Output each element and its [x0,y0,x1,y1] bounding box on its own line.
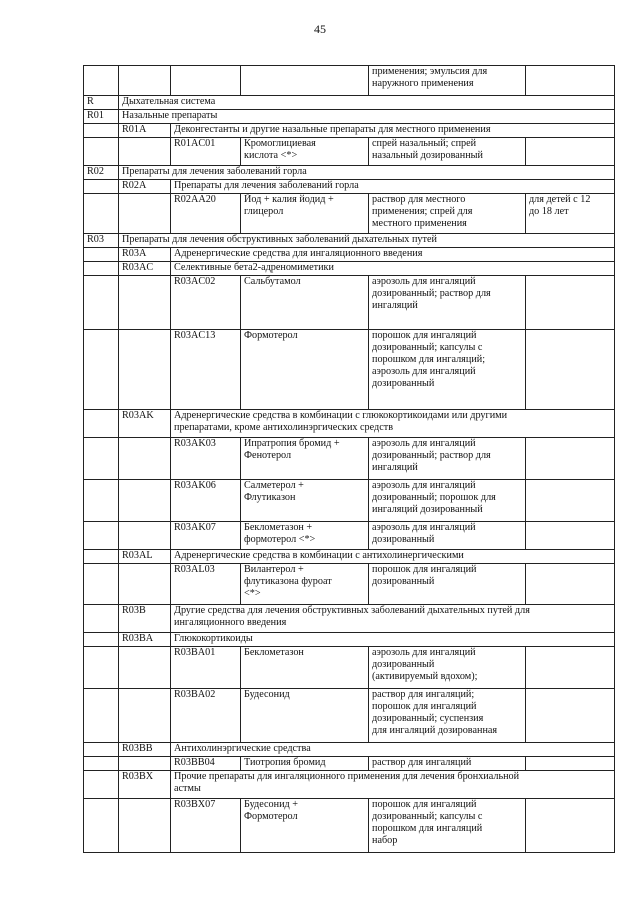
table-row [84,564,615,605]
table-row [84,110,615,124]
atc-code: R03AK07 [171,522,241,550]
dosage-form: порошок для ингаляций дозированный [369,564,526,605]
empty-cell [84,564,119,605]
empty-cell [84,480,119,522]
empty-cell [119,564,171,605]
atc-code: R03AK03 [171,438,241,480]
subgroup-title: Деконгестанты и другие назальные препараты для местного применения [171,124,615,138]
table-row [84,771,615,799]
note-cell [526,689,615,743]
drug-name: Салметерол + Флутиказон [241,480,369,522]
dosage-form: порошок для ингаляций дозированный; капсулы с порошком для ингаляций набор [369,799,526,853]
subgroup-title: Глюкокортикоиды [171,633,615,647]
atc-code: R01AC01 [171,138,241,166]
subgroup-code: R03AL [119,550,171,564]
empty-cell [84,330,119,410]
empty-cell [84,248,119,262]
atc-code: R03BX07 [171,799,241,853]
group-code: R01 [84,110,119,124]
table-row [84,138,615,166]
drug-name: Будесонид + Формотерол [241,799,369,853]
subgroup-title: Селективные бета2-адреномиметики [171,262,615,276]
empty-cell [84,605,119,633]
empty-cell [119,480,171,522]
empty-cell [84,438,119,480]
empty-cell [84,124,119,138]
drug-list-table [83,65,615,853]
table-row [84,66,615,96]
empty-cell [84,743,119,757]
subgroup-title: Адренергические средства для ингаляционного введения [171,248,615,262]
subgroup-code: R03BX [119,771,171,799]
empty-cell [84,771,119,799]
table-row [84,647,615,689]
note-cell [526,480,615,522]
atc-code: R03BA02 [171,689,241,743]
empty-cell [84,799,119,853]
table-row [84,234,615,248]
dosage-form: аэрозоль для ингаляций дозированный; раствор для ингаляций [369,438,526,480]
table-row [84,757,615,771]
drug-name: Ипратропия бромид + Фенотерол [241,438,369,480]
subgroup-title: Адренергические средства в комбинации с глюкокортикоидами или другими препаратами, кроме антихолинэргических средств [171,410,615,438]
note-cell [526,438,615,480]
drug-name: Вилантерол + флутиказона фуроат <*> [241,564,369,605]
table-row [84,96,615,110]
atc-code [171,66,241,96]
note-cell [526,799,615,853]
group-code: R03 [84,234,119,248]
empty-cell [84,180,119,194]
dosage-form: порошок для ингаляций дозированный; капсулы с порошком для ингаляций; аэрозоль для ингаляций дозированный [369,330,526,410]
table-row [84,438,615,480]
page-number: 45 [314,22,326,36]
empty-cell [84,689,119,743]
note-cell [526,522,615,550]
atc-code: R03BB04 [171,757,241,771]
empty-cell [84,550,119,564]
dosage-form: применения; эмульсия для наружного применения [369,66,526,96]
drug-name [241,66,369,96]
empty-cell [84,757,119,771]
empty-cell [84,66,119,96]
table-row [84,550,615,564]
drug-name: Беклометазон + формотерол <*> [241,522,369,550]
empty-cell [84,522,119,550]
drug-name: Сальбутамол [241,276,369,330]
subgroup-code: R03A [119,248,171,262]
empty-cell [84,633,119,647]
empty-cell [119,799,171,853]
table-row [84,410,615,438]
table-row [84,605,615,633]
dosage-form: спрей назальный; спрей назальный дозированный [369,138,526,166]
group-title: Препараты для лечения обструктивных заболеваний дыхательных путей [119,234,615,248]
note-cell: для детей с 12 до 18 лет [526,194,615,234]
empty-cell [119,647,171,689]
empty-cell [84,262,119,276]
table-row [84,480,615,522]
dosage-form: аэрозоль для ингаляций дозированный; порошок для ингаляций дозированный [369,480,526,522]
empty-cell [119,689,171,743]
subgroup-title: Прочие препараты для ингаляционного применения для лечения бронхиальной астмы [171,771,615,799]
drug-name: Формотерол [241,330,369,410]
table-row [84,124,615,138]
drug-name: Йод + калия йодид + глицерол [241,194,369,234]
atc-code: R03AL03 [171,564,241,605]
dosage-form: раствор для ингаляций; порошок для ингаляций дозированный; суспензия для ингаляций дозированная [369,689,526,743]
table-row [84,799,615,853]
subgroup-code: R03B [119,605,171,633]
table-row [84,743,615,757]
drug-name: Тиотропия бромид [241,757,369,771]
dosage-form: раствор для ингаляций [369,757,526,771]
empty-cell [119,194,171,234]
atc-code: R03BA01 [171,647,241,689]
subgroup-code: R03AK [119,410,171,438]
subgroup-code: R03BA [119,633,171,647]
table-row [84,180,615,194]
dosage-form: аэрозоль для ингаляций дозированный [369,522,526,550]
drug-name: Кромоглициевая кислота <*> [241,138,369,166]
atc-code: R03AC02 [171,276,241,330]
dosage-form: аэрозоль для ингаляций дозированный; раствор для ингаляций [369,276,526,330]
subgroup-code: R03BB [119,743,171,757]
subgroup-title: Антихолинэргические средства [171,743,615,757]
table-row [84,276,615,330]
drug-name: Беклометазон [241,647,369,689]
note-cell [526,138,615,166]
empty-cell [119,138,171,166]
table-row [84,194,615,234]
group-code: R [84,96,119,110]
empty-cell [84,194,119,234]
note-cell [526,66,615,96]
note-cell [526,564,615,605]
atc-code: R02AA20 [171,194,241,234]
table-row [84,633,615,647]
dosage-form: аэрозоль для ингаляций дозированный (активируемый вдохом); [369,647,526,689]
subgroup-code: R02A [119,180,171,194]
subgroup-code: R03AC [119,262,171,276]
group-title: Назальные препараты [119,110,615,124]
empty-cell [119,757,171,771]
table-row [84,166,615,180]
atc-code: R03AK06 [171,480,241,522]
group-title: Препараты для лечения заболеваний горла [119,166,615,180]
subgroup-code: R01A [119,124,171,138]
empty-cell [119,330,171,410]
empty-cell [119,522,171,550]
group-code: R02 [84,166,119,180]
atc-code: R03AC13 [171,330,241,410]
table-row [84,522,615,550]
note-cell [526,647,615,689]
drug-name: Будесонид [241,689,369,743]
table-row [84,330,615,410]
empty-cell [119,66,171,96]
subgroup-title: Адренергические средства в комбинации с антихолинергическими [171,550,615,564]
dosage-form: раствор для местного применения; спрей для местного применения [369,194,526,234]
table-row [84,689,615,743]
note-cell [526,330,615,410]
subgroup-title: Препараты для лечения заболеваний горла [171,180,615,194]
note-cell [526,276,615,330]
empty-cell [84,276,119,330]
table-row [84,262,615,276]
empty-cell [84,647,119,689]
empty-cell [119,438,171,480]
empty-cell [84,138,119,166]
empty-cell [84,410,119,438]
note-cell [526,757,615,771]
subgroup-title: Другие средства для лечения обструктивных заболеваний дыхательных путей для ингаляционного введения [171,605,615,633]
table-row [84,248,615,262]
empty-cell [119,276,171,330]
group-title: Дыхательная система [119,96,615,110]
